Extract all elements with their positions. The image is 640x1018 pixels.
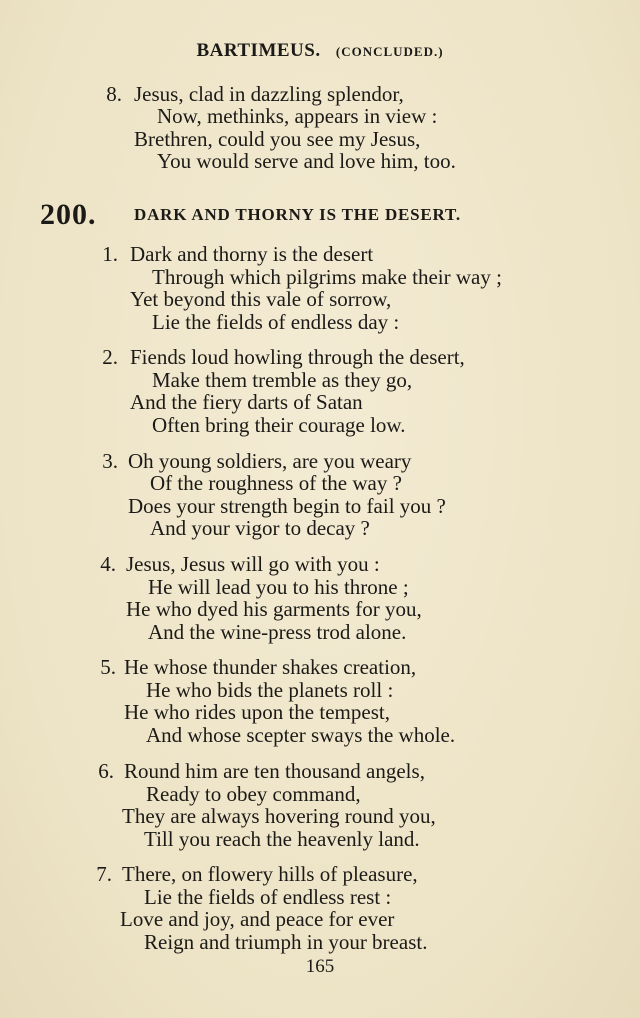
verse-line: Jesus, clad in dazzling splendor,: [134, 82, 404, 106]
running-head-title: BARTIMEUS.: [196, 40, 321, 61]
verse-line: Till you reach the heavenly land.: [144, 827, 420, 851]
verse-line: And the fiery darts of Satan: [130, 390, 363, 414]
verse-line: Make them tremble as they go,: [152, 368, 413, 392]
verse-line: They are always hovering round you,: [122, 804, 436, 828]
verse-line: And whose scepter sways the whole.: [146, 723, 456, 747]
verse-number: 2.: [102, 345, 118, 369]
verse-line: Does your strength begin to fail you ?: [128, 494, 446, 518]
hymn-number: 200.: [40, 198, 97, 231]
verse-number: 5.: [100, 655, 116, 679]
verse-line: There, on flowery hills of pleasure,: [122, 862, 418, 886]
page-number: 165: [305, 956, 335, 977]
verse-line: He who dyed his garments for you,: [126, 597, 422, 621]
verse-line: He whose thunder shakes creation,: [124, 655, 417, 679]
verse-line: Yet beyond this vale of sorrow,: [130, 287, 392, 311]
verse-line: Oh young soldiers, are you weary: [128, 449, 412, 473]
verse-line: Reign and triumph in your breast.: [144, 930, 428, 954]
verse-number: 1.: [102, 242, 118, 266]
verse-number: 4.: [100, 552, 116, 576]
verse-line: Dark and thorny is the desert: [130, 242, 374, 266]
verse-number: 7.: [96, 862, 112, 886]
verse-line: Through which pilgrims make their way ;: [152, 265, 502, 289]
verse-line: Often bring their courage low.: [152, 413, 406, 437]
verse-line: Lie the fields of endless rest :: [144, 885, 392, 909]
running-head-subtitle: (CONCLUDED.): [335, 44, 444, 59]
verse-line: Lie the fields of endless day :: [152, 310, 400, 334]
hymn-title: DARK AND THORNY IS THE DESERT.: [134, 205, 461, 224]
verse-line: He who rides upon the tempest,: [124, 700, 390, 724]
verse-line: He will lead you to his throne ;: [148, 575, 409, 599]
verse-line: Fiends loud howling through the desert,: [130, 345, 465, 369]
verse-line: Brethren, could you see my Jesus,: [134, 127, 421, 151]
verse-line: And the wine-press trod alone.: [148, 620, 407, 644]
verse-line: Round him are ten thousand angels,: [124, 759, 425, 783]
verse-line: Ready to obey command,: [146, 782, 361, 806]
verse-line: He who bids the planets roll :: [146, 678, 394, 702]
verse-line: You would serve and love him, too.: [157, 149, 456, 173]
verse-number: 6.: [98, 759, 114, 783]
running-head: [0, 40, 640, 62]
verse-line: And your vigor to decay ?: [150, 516, 370, 540]
verse-number: 3.: [102, 449, 118, 473]
verse-line: Love and joy, and peace for ever: [120, 907, 395, 931]
verse-line: Jesus, Jesus will go with you :: [126, 552, 380, 576]
verse-line: Now, methinks, appears in view :: [157, 104, 438, 128]
verse-number: 8.: [106, 82, 122, 106]
verse-line: Of the roughness of the way ?: [150, 471, 402, 495]
